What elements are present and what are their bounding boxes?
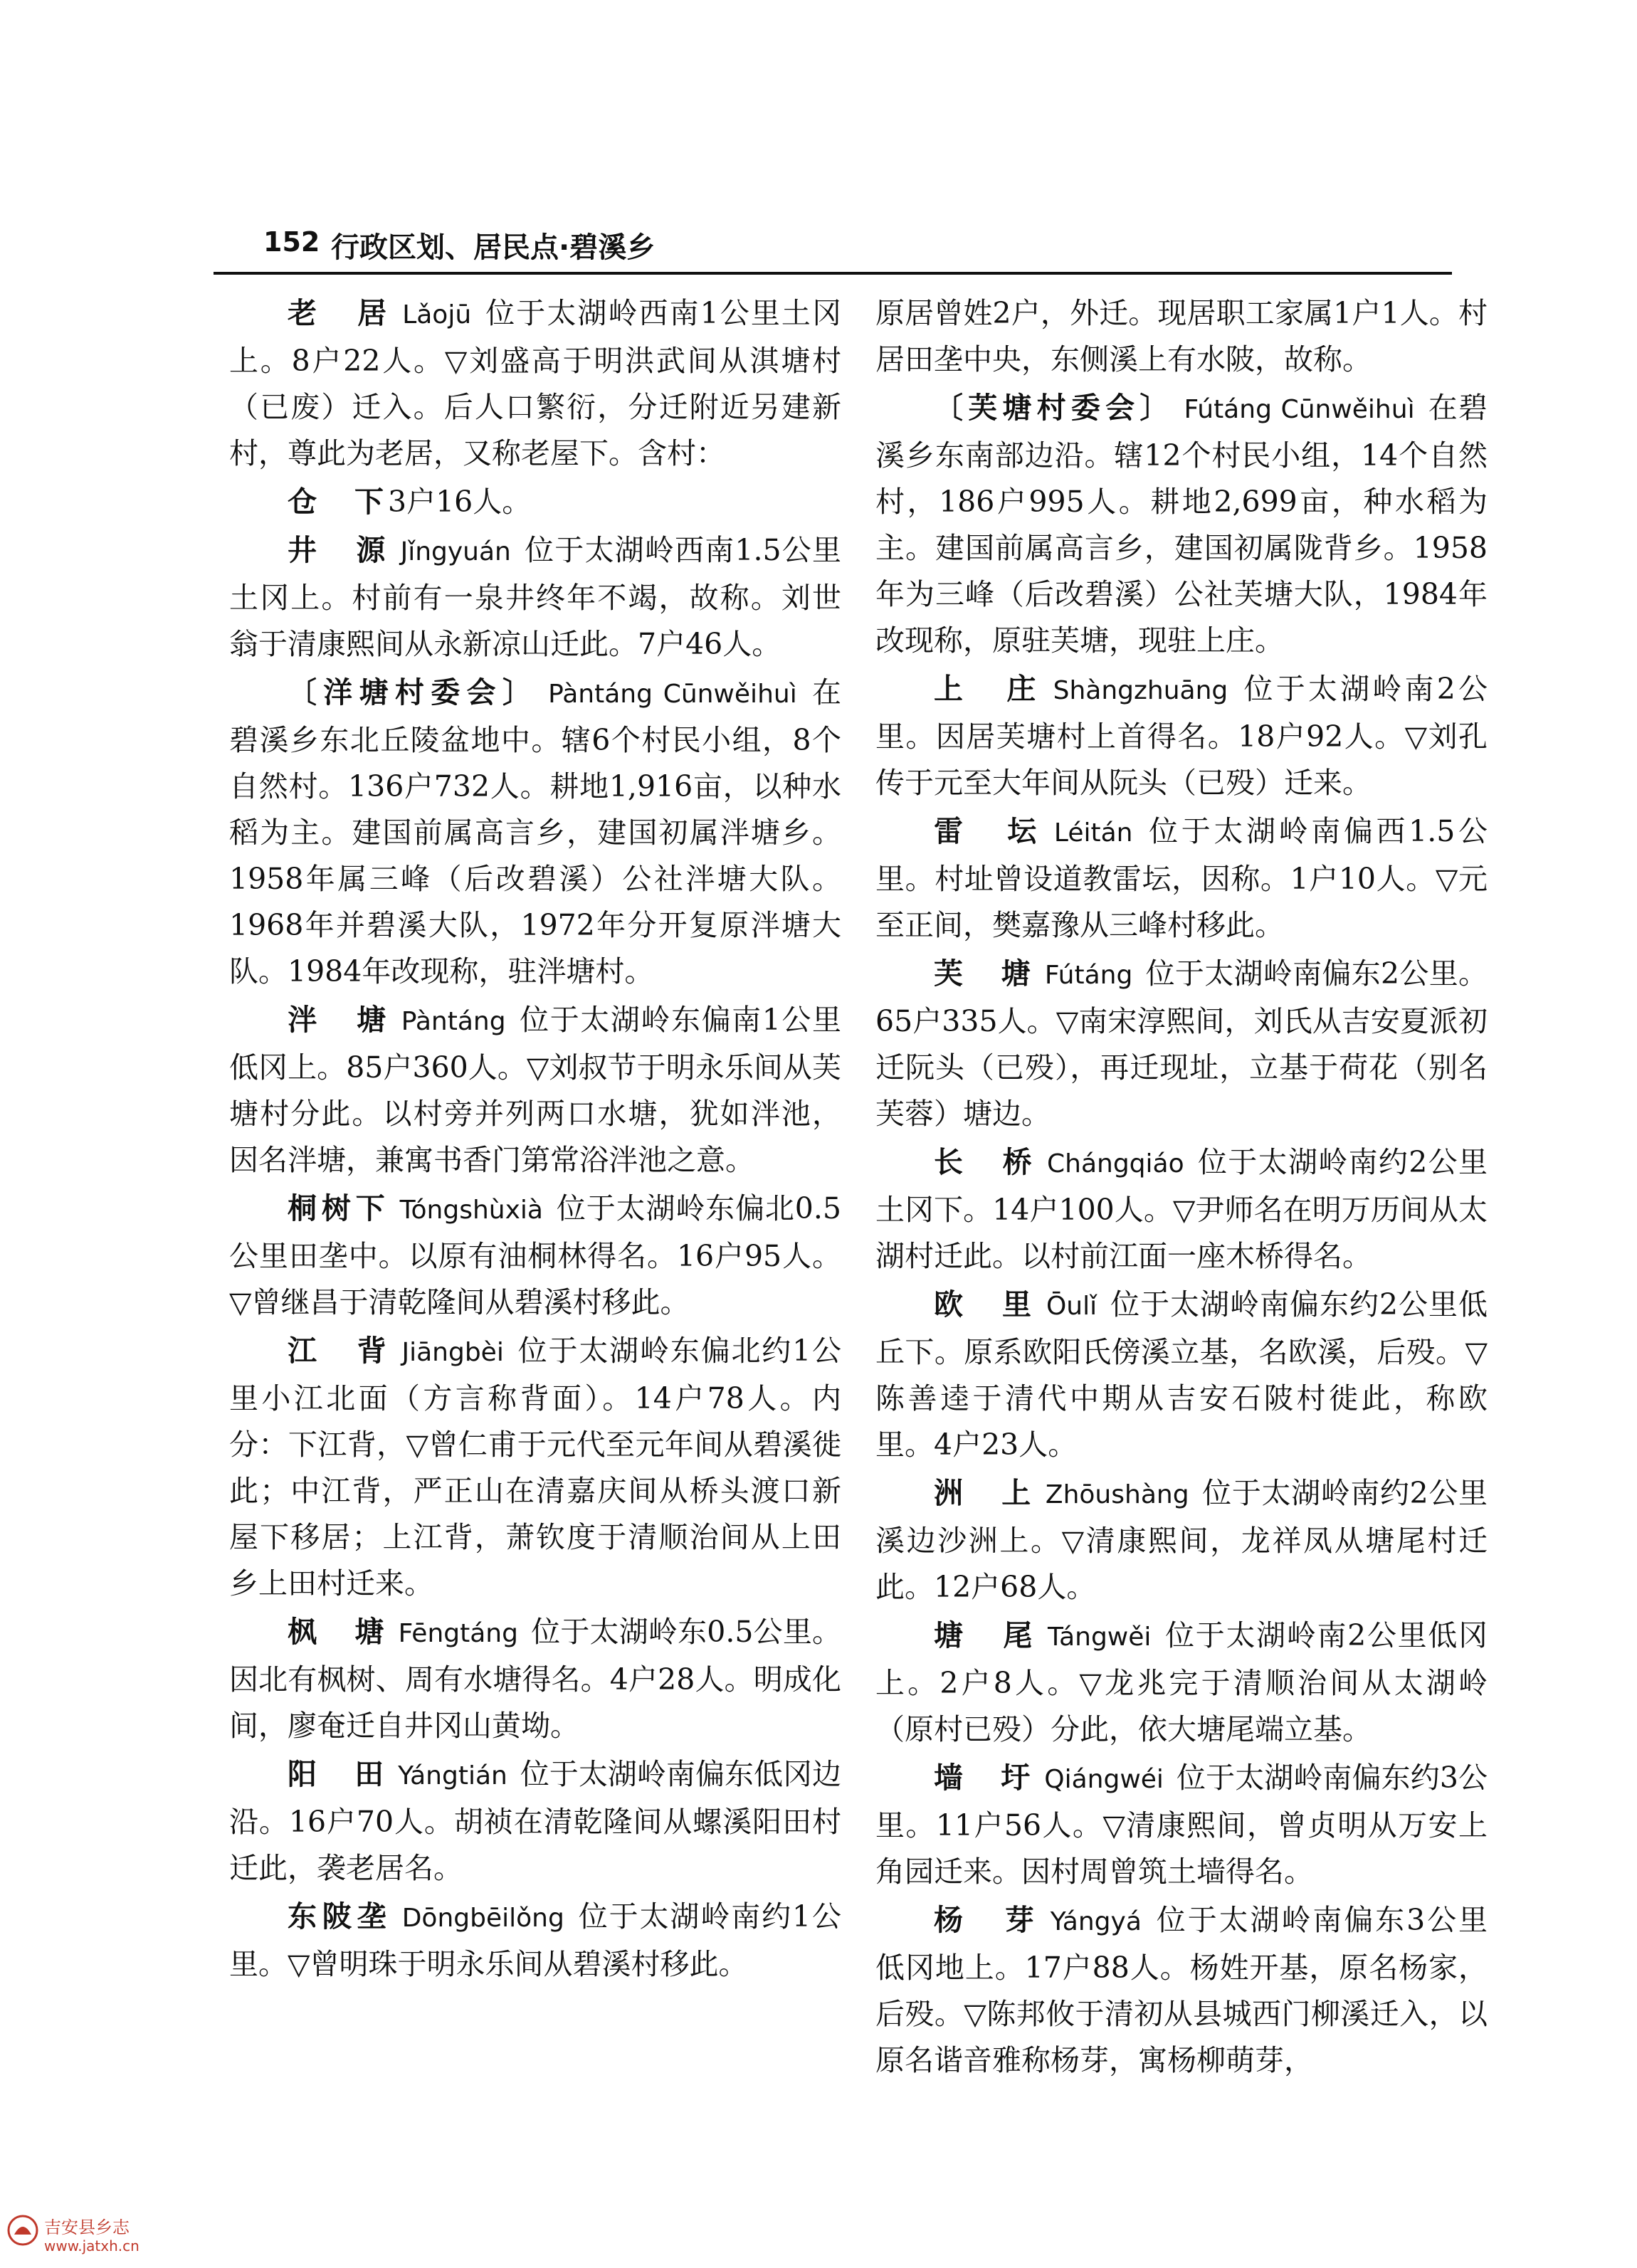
entry-term: 雷 坛 xyxy=(934,814,1044,848)
entry-text: 位于太湖岭东偏北0.5公里田垄中。以原有油桐林得名。16户95人。▽曾继昌于清乾隆间从碧溪村移此。 xyxy=(229,1191,842,1319)
entry-text: 位于太湖岭南2公里。因居芙塘村上首得名。18户92人。▽刘孔传于元至大年间从阮头（已殁）迁来。 xyxy=(875,672,1488,800)
entry-text: 位于太湖岭南偏东3公里低冈地上。17户88人。杨姓开基，原名杨家，后殁。▽陈邦攸于清初从县城西门柳溪迁入，以原名谐音雅称杨芽，寓杨柳萌芽， xyxy=(875,1903,1488,2077)
site-watermark xyxy=(6,2213,184,2263)
entry-text: 在碧溪乡东南部边沿。辖12个村民小组，14个自然村，186户995人。耕地2,699亩，种水稻为主。建国前属高言乡，建国初属陇背乡。1958年为三峰（后改碧溪）公社芙塘大队，1984年改现称，原驻芙塘，现驻上庄。 xyxy=(875,391,1488,658)
watermark-text: 吉安县乡志 xyxy=(44,2217,130,2237)
running-head: 行政区划、居民点·碧溪乡 xyxy=(331,231,656,264)
entry xyxy=(229,1894,841,1988)
entry-text: 位于太湖岭南约2公里土冈下。14户100人。▽尹师名在明万历间从太湖村迁此。以村前江面一座木桥得名。 xyxy=(875,1145,1488,1273)
left-column xyxy=(229,290,841,1990)
entry xyxy=(875,385,1488,664)
entry-term: 枫 塘 xyxy=(288,1615,389,1649)
entry-text: 位于太湖岭南偏西1.5公里。村址曾设道教雷坛，因称。1户10人。▽元至正间，樊嘉豫从三峰村移此。 xyxy=(875,814,1488,942)
watermark-logo-icon xyxy=(6,2213,40,2247)
entry-text: 位于太湖岭南偏东约3公里。11户56人。▽清康熙间，曾贞明从万安上角园迁来。因村周曾筑土墙得名。 xyxy=(875,1761,1488,1889)
entry xyxy=(875,1282,1488,1468)
entry-term: 芙 塘 xyxy=(934,956,1035,991)
entry-term: 墙 圩 xyxy=(934,1761,1035,1795)
entry xyxy=(875,1470,1488,1610)
entry-text: 3户16人。 xyxy=(388,485,532,519)
entry-term: 长 桥 xyxy=(934,1145,1037,1179)
entry xyxy=(875,1139,1488,1280)
entry-term: 塘 尾 xyxy=(934,1618,1038,1652)
entry-pinyin: Ōulǐ xyxy=(1046,1292,1098,1321)
entry-pinyin: Fútáng xyxy=(1044,961,1133,990)
entry-pinyin: Pàntáng Cūnwěihuì xyxy=(548,680,797,709)
entry-pinyin: Shàngzhuāng xyxy=(1053,676,1228,705)
entry xyxy=(875,951,1488,1137)
entry-pinyin: Léitán xyxy=(1053,818,1133,848)
entry xyxy=(229,290,841,477)
entry-text: 位于太湖岭东偏北约1公里小江北面（方言称背面）。14户78人。内分：下江背，▽曾仁甫于元代至元年间从碧溪徙此；中江背，严正山在清嘉庆间从桥头渡口新屋下移居；上江背，萧钦度于清顺治间从上田乡上田村迁来。 xyxy=(229,1334,842,1600)
entry-pinyin: Dōngbēilǒng xyxy=(401,1904,564,1933)
entry xyxy=(229,479,841,525)
entry-pinyin: Fútáng Cūnwěihuì xyxy=(1184,395,1415,424)
entry xyxy=(875,808,1488,949)
watermark-url: www.jatxh.cn xyxy=(44,2237,140,2254)
entry xyxy=(875,1755,1488,1895)
entry xyxy=(229,1609,841,1749)
entry-text: 位于太湖岭南约1公里。▽曾明珠于明永乐间从碧溪村移此。 xyxy=(229,1899,841,1981)
header-rule xyxy=(214,272,1452,275)
entry xyxy=(229,670,841,995)
entry-text: 原居曾姓2户，外迁。现居职工家属1户1人。村居田垄中央，东侧溪上有水陂，故称。 xyxy=(875,296,1488,376)
entry-pinyin: Zhōushàng xyxy=(1045,1480,1189,1509)
entry-pinyin: Fēngtáng xyxy=(398,1619,518,1648)
entry-pinyin: Jǐngyuán xyxy=(400,537,511,566)
entry-term: 老 居 xyxy=(288,296,393,330)
entry-term: 阳 田 xyxy=(288,1757,389,1791)
entry xyxy=(229,1751,841,1892)
entry-term: 上 庄 xyxy=(934,672,1043,706)
entry xyxy=(229,997,841,1183)
entry-term: 仓 下 xyxy=(288,485,388,519)
entry-pinyin: Lǎojū xyxy=(402,300,472,329)
entry-term: 〔洋塘村委会〕 xyxy=(288,675,539,710)
page-number: 152 xyxy=(263,226,320,258)
entry-text: 位于太湖岭南2公里低冈上。2户8人。▽龙兆完于清顺治间从太湖岭（原村已殁）分此，依大塘尾端立基。 xyxy=(875,1618,1488,1746)
entry-pinyin: Tángwěi xyxy=(1048,1623,1152,1652)
entry-text: 位于太湖岭西南1.5公里土冈上。村前有一泉井终年不竭，故称。刘世翁于清康熙间从永新凉山迁此。7户46人。 xyxy=(229,533,842,661)
entry-term: 洲 上 xyxy=(934,1476,1036,1510)
entry xyxy=(229,527,841,668)
entry xyxy=(875,1897,1488,2084)
entry-text: 位于太湖岭东0.5公里。因北有枫树、周有水塘得名。4户28人。明成化间，廖奄迁自井冈山黄坳。 xyxy=(229,1615,842,1743)
entry-term: 桐树下 xyxy=(288,1191,390,1225)
entry-term: 欧 里 xyxy=(934,1287,1036,1322)
entry-term: 杨 芽 xyxy=(934,1903,1041,1937)
entry xyxy=(875,666,1488,806)
entry xyxy=(229,1186,841,1326)
entry xyxy=(875,1613,1488,1753)
entry-pinyin: Yángyá xyxy=(1050,1907,1142,1936)
entry-text: 位于太湖岭西南1公里土冈上。8户22人。▽刘盛高于明洪武间从淇塘村（已废）迁入。后人口繁衍，分迁附近另建新村，尊此为老居，又称老屋下。含村： xyxy=(229,296,841,470)
page-header xyxy=(214,226,1452,270)
entry-term: 泮 塘 xyxy=(288,1003,391,1037)
entry-term: 东陂垄 xyxy=(288,1899,392,1934)
entry-pinyin: Yángtián xyxy=(398,1761,507,1790)
entry-term: 〔芙塘村委会〕 xyxy=(934,391,1174,425)
entry-term: 井 源 xyxy=(288,533,391,567)
entry-pinyin: Jiāngbèi xyxy=(401,1338,504,1367)
entry-text: 位于太湖岭南偏东2公里。65户335人。▽南宋淳熙间，刘氏从吉安夏派初迁阮头（已殁），再迁现址，立基于荷花（别名芙蓉）塘边。 xyxy=(875,956,1488,1131)
entry-continuation xyxy=(875,290,1488,383)
right-column xyxy=(875,290,1488,2086)
entry xyxy=(229,1328,841,1607)
entry-term: 江 背 xyxy=(288,1334,392,1368)
entry-pinyin: Pàntáng xyxy=(401,1007,506,1036)
entry-pinyin: Tóngshùxià xyxy=(399,1196,543,1225)
entry-text: 位于太湖岭南偏东低冈边沿。16户70人。胡祯在清乾隆间从螺溪阳田村迁此，袭老居名。 xyxy=(229,1757,842,1885)
entry-text: 位于太湖岭东偏南1公里低冈上。85户360人。▽刘叔节于明永乐间从芙塘村分此。以村旁并列两口水塘，犹如泮池，因名泮塘，兼寓书香门第常浴泮池之意。 xyxy=(229,1003,841,1177)
entry-pinyin: Qiángwéi xyxy=(1044,1765,1164,1794)
entry-text: 位于太湖岭南约2公里溪边沙洲上。▽清康熙间，龙祥凤从塘尾村迁此。12户68人。 xyxy=(875,1476,1488,1604)
entry-pinyin: Chángqiáo xyxy=(1047,1149,1184,1178)
entry-text: 在碧溪乡东北丘陵盆地中。辖6个村民小组，8个自然村。136户732人。耕地1,916亩，以种水稻为主。建国前属高言乡，建国初属泮塘乡。1958年属三峰（后改碧溪）公社泮塘大队。1968年并碧溪大队，1972年分开复原泮塘大队。1984年改现称，驻泮塘村。 xyxy=(229,675,842,988)
entry-text: 位于太湖岭南偏东约2公里低丘下。原系欧阳氏傍溪立基，名欧溪，后殁。▽陈善逵于清代中期从吉安石陂村徙此，称欧里。4户23人。 xyxy=(875,1287,1488,1462)
